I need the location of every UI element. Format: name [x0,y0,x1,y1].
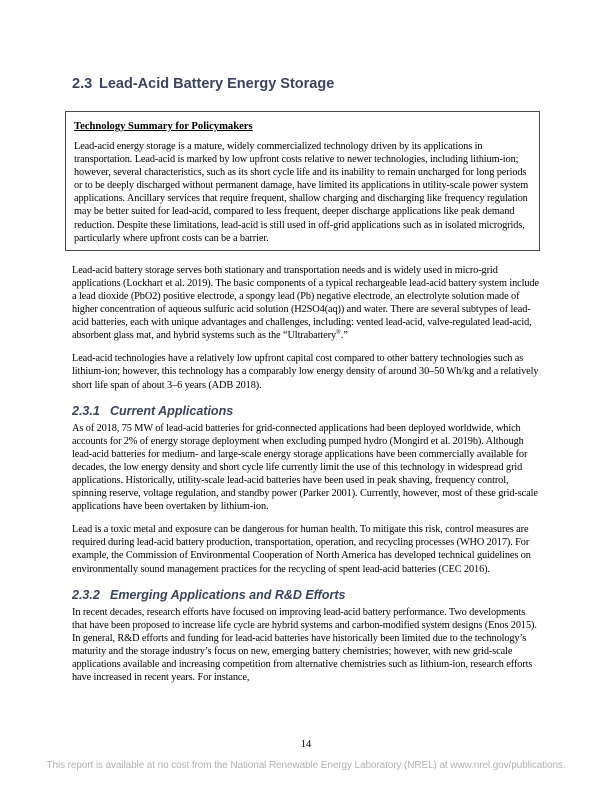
page-content [72,0,542,684]
subsection-heading-emerging-applications [72,588,542,603]
paragraph-battery-components-tail: .” [340,330,348,342]
summary-box-body: Lead-acid energy storage is a mature, widely commercialized technology driven by its applications in transportation. Lead-acid is marked by low upfront costs relative to newer technologies, including lithium-ion; however, several characteristics, such as its short cycle life and its inability to remain uncharged for long periods or to be deeply discharged without permanent damage, have limited its applications in utility-scale power system applications. Ancillary services that require frequent, shallow charging and discharging like frequency regulation may be better suited for lead-acid, compared to less frequent, deeper discharge applications like peak demand reduction. Despite these limitations, lead-acid is still used in off-grid applications such as in isolated microgrids, particularly where upfront costs can be a barrier. [74,141,529,244]
subsection-number: 2.3.2 [72,587,100,602]
paragraph-lead-toxicity: Lead is a toxic metal and exposure can be dangerous for human health. To mitigate this risk, control measures are required during lead-acid battery production, transportation, operation, and recycling processes (WHO 2017). For example, the Commission of Environmental Cooperation of North America has developed technical guidelines on environmentally sound management practices for the recycling of spent lead-acid batteries (CEC 2016). [72,524,531,575]
registered-trademark-symbol: ® [336,328,341,336]
section-title-text: Lead-Acid Battery Energy Storage [99,76,335,92]
paragraph-battery-components [72,264,542,343]
paragraph-battery-components-text: Lead-acid battery storage serves both stationary and transportation needs and is widely used in micro-grid applications (Lockhart et al. 2019). The basic components of a typical rechargeable lead-acid battery system include a lead dioxide (PbO2) positive electrode, a spongy lead (Pb) negative electrode, an electrolyte solution made of higher concentration of aqueous sulfuric acid solution (H2SO4(aq)) and water. There are several subtypes of lead-acid batteries, each with unique advantages and challenges, including: vented lead-acid, valve-regulated lead-acid, absorbent glass mat, and hybrid systems such as the “Ultrabattery [72,264,539,342]
subsection-label: Current Applications [110,403,234,418]
section-title [72,76,542,92]
subsection-heading-current-applications [72,404,542,419]
footer-availability-notice: This report is available at no cost from the National Renewable Energy Laboratory (NREL) at www.nrel.gov/publications. [46,760,566,771]
paragraph-current-applications: As of 2018, 75 MW of lead-acid batteries for grid-connected applications had been deployed worldwide, which accounts for 2% of energy storage deployment when excluding pumped hydro (Mongird et al. 2019b). Although lead-acid batteries for medium- and large-scale energy storage applications have been commercially available for decades, the low energy density and short cycle life currently limit the use of this technology in widespread grid applications. Historically, utility-scale lead-acid batteries have been used in peak shaving, frequency control, spinning reserve, voltage regulation, and standby power (Parker 2001). Currently, however, most of these grid-scale applications have been overtaken by lithium-ion. [72,422,538,513]
paragraph-rd-efforts: In recent decades, research efforts have focused on improving lead-acid battery performance. Two developments that have been proposed to increase life cycle are hybrid systems and carbon-modified system designs (Enos 2015). In general, R&D efforts and funding for lead-acid batteries have historically been limited due to the technology’s maturity and the storage industry’s focus on new, emerging battery chemistries; however, with new grid-scale applications available and increasing competition from alternative chemistries such as lithium-ion, research efforts have increased in recent years. For instance, [72,606,537,684]
page-number: 14 [300,739,312,750]
subsection-label: Emerging Applications and R&D Efforts [110,587,346,602]
summary-box-heading: Technology Summary for Policymakers [74,121,253,132]
policy-summary-box [65,111,540,251]
section-number: 2.3 [72,76,93,92]
paragraph-capital-cost: Lead-acid technologies have a relatively low upfront capital cost compared to other battery technologies such as lithium-ion; however, this technology has a comparably low energy density of around 30–50 Wh/kg and a relatively short life span of about 3–6 years (ADB 2018). [72,353,539,391]
subsection-number: 2.3.1 [72,403,100,418]
